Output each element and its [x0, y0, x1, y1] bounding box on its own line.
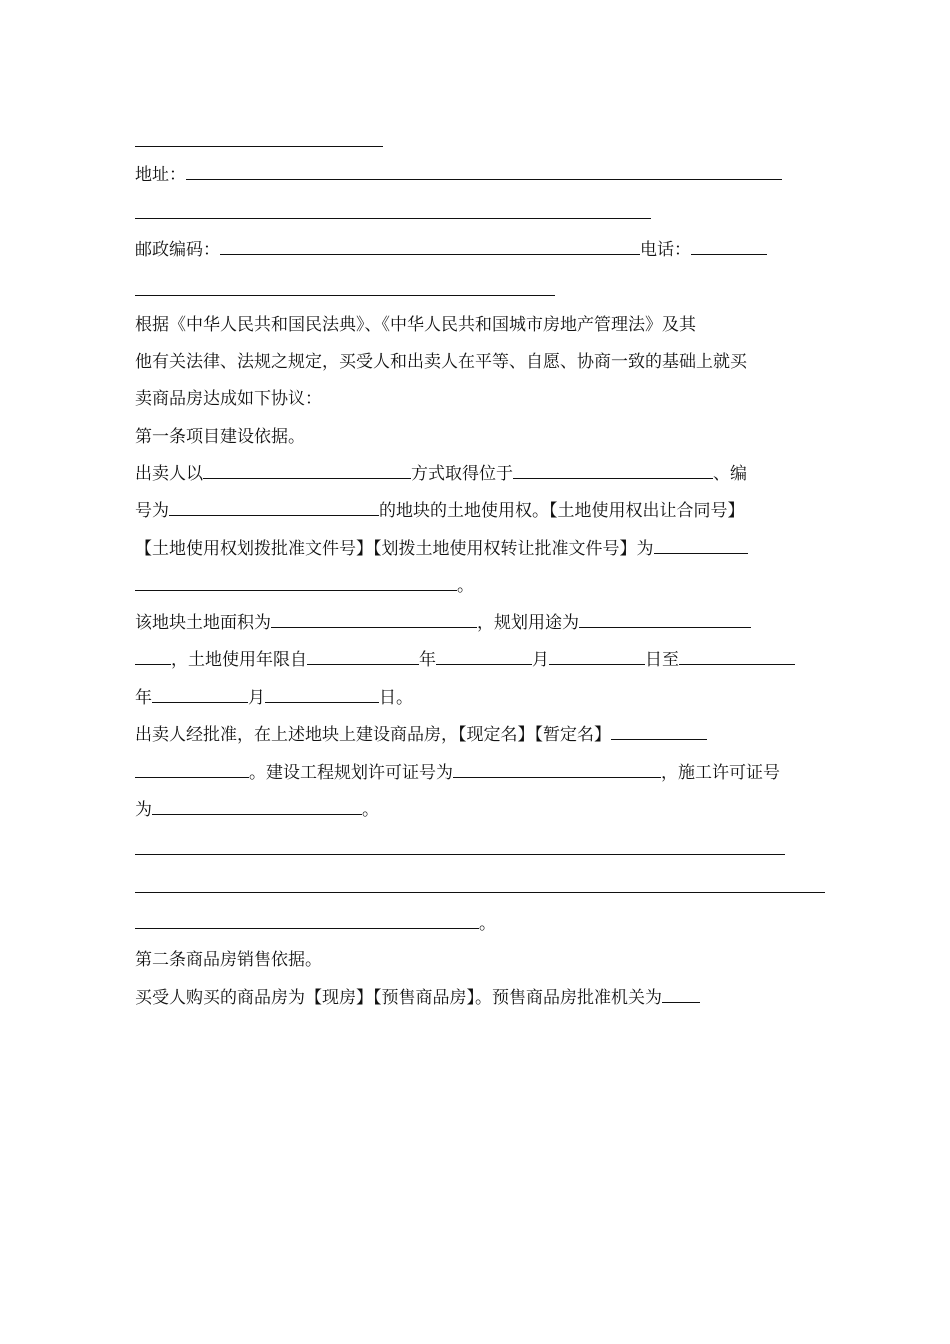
land-term-end-line — [135, 685, 413, 711]
text-period: 。 — [457, 576, 474, 596]
end-day-blank[interactable] — [265, 685, 379, 703]
start-day-blank[interactable] — [549, 647, 645, 665]
end-month-blank[interactable] — [152, 685, 248, 703]
intro-line-1: 根据《中华人民共和国民法典》、《中华人民共和国城市房地产管理法》及其 — [135, 315, 696, 335]
postcode-label: 邮政编码： — [135, 240, 220, 260]
start-year-blank[interactable] — [307, 647, 419, 665]
building-line-3 — [135, 797, 379, 823]
parcel-number-blank[interactable] — [169, 498, 379, 516]
construction-permit-blank[interactable] — [152, 797, 362, 815]
building-line-1 — [135, 722, 707, 748]
postcode-line — [135, 237, 767, 263]
article-1-line-3 — [135, 536, 748, 562]
address-blank[interactable] — [186, 162, 782, 180]
article-1-title: 第一条项目建设依据。 — [135, 427, 305, 447]
start-month-blank[interactable] — [436, 647, 532, 665]
address-line — [135, 162, 782, 188]
text-presale: 买受人购买的商品房为【现房】【预售商品房】。预售商品房批准机关为 — [135, 988, 662, 1008]
approval-doc-blank-2[interactable] — [135, 573, 457, 591]
text-period-2: 。 — [362, 800, 379, 820]
article-2-title: 第二条商品房销售依据。 — [135, 950, 322, 970]
address-blank-2[interactable] — [135, 218, 651, 219]
text-located-at: 方式取得位于 — [411, 464, 513, 484]
end-year-blank[interactable] — [679, 647, 795, 665]
blank-line-a[interactable] — [135, 854, 785, 855]
blank-line-c[interactable] — [135, 911, 479, 929]
text-month: 月 — [532, 650, 549, 670]
intro-line-3: 卖商品房达成如下协议： — [135, 389, 322, 409]
text-term-from: ，土地使用年限自 — [171, 650, 307, 670]
text-construction-permit: ，施工许可证号 — [661, 763, 780, 783]
text-approval-docs: 【土地使用权划拨批准文件号】【划拨土地使用权转让批准文件号】为 — [135, 539, 654, 559]
text-seller-by: 出卖人以 — [135, 464, 203, 484]
text-number-is: 号为 — [135, 501, 169, 521]
phone-blank-2[interactable] — [135, 295, 555, 296]
land-area-line — [135, 610, 751, 636]
text-planning-permit: 。建设工程规划许可证号为 — [249, 763, 453, 783]
text-end-day: 日。 — [379, 688, 413, 708]
text-land-area: 该地块土地面积为 — [135, 613, 271, 633]
planned-use-blank-2[interactable] — [135, 647, 171, 665]
acquire-method-blank[interactable] — [203, 461, 411, 479]
planned-use-blank[interactable] — [579, 610, 751, 628]
blank-line-b[interactable] — [135, 892, 825, 893]
text-end-year: 年 — [135, 688, 152, 708]
address-label: 地址： — [135, 165, 186, 185]
text-end-month: 月 — [248, 688, 265, 708]
text-year: 年 — [419, 650, 436, 670]
building-line-2 — [135, 760, 780, 786]
phone-blank[interactable] — [691, 237, 767, 255]
article-1-line-4 — [135, 573, 474, 599]
article-1-line-1 — [135, 461, 747, 487]
text-is: 为 — [135, 800, 152, 820]
text-day-to: 日至 — [645, 650, 679, 670]
article-2-line-1 — [135, 985, 700, 1011]
land-term-line — [135, 647, 795, 673]
intro-line-2: 他有关法律、法规之规定，买受人和出卖人在平等、自愿、协商一致的基础上就买 — [135, 352, 747, 372]
planning-permit-blank[interactable] — [453, 760, 661, 778]
text-land-use-right: 的地块的土地使用权。【土地使用权出让合同号】 — [379, 501, 745, 521]
building-name-blank-2[interactable] — [135, 760, 249, 778]
land-area-blank[interactable] — [271, 610, 477, 628]
presale-authority-blank[interactable] — [662, 985, 700, 1003]
phone-label: 电话： — [640, 240, 691, 260]
text-planned-use: ，规划用途为 — [477, 613, 579, 633]
text-building-name: 出卖人经批准，在上述地块上建设商品房，【现定名】【暂定名】 — [135, 725, 611, 745]
blank-line-top[interactable] — [135, 146, 383, 147]
article-1-line-2 — [135, 498, 745, 524]
text-period-3: 。 — [479, 914, 496, 934]
building-name-blank[interactable] — [611, 722, 707, 740]
approval-doc-blank[interactable] — [654, 536, 748, 554]
blank-line-c-row — [135, 911, 496, 937]
text-number: 、编 — [713, 464, 747, 484]
location-blank[interactable] — [513, 461, 713, 479]
postcode-blank[interactable] — [220, 237, 640, 255]
